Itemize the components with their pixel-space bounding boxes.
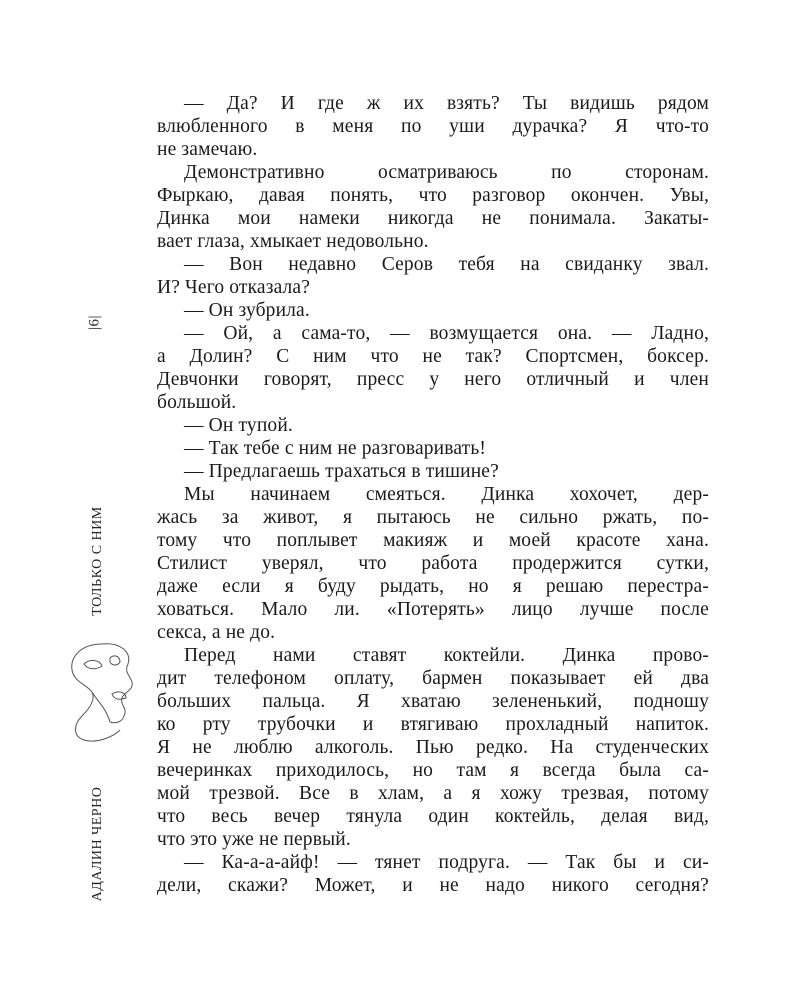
- text-line: что весь вечер тянула один коктейль, делая вид,: [157, 806, 709, 827]
- body-text: [157, 92, 709, 897]
- text-line: ховаться. Мало ли. «Потерять» лицо лучше после: [157, 599, 709, 620]
- text-line: Фыркаю, давая понять, что разговор окончен. Увы,: [157, 185, 709, 206]
- text-line: — Он тупой.: [184, 415, 293, 436]
- text-line: Я не люблю алкоголь. Пью редко. На студенческих: [157, 737, 709, 758]
- text-line: не замечаю.: [157, 139, 258, 160]
- text-line: — Да? И где ж их взять? Ты видишь рядом: [184, 93, 709, 114]
- text-line: Стилист уверял, что работа продержится сутки,: [157, 553, 709, 574]
- text-line: — Он зубрила.: [184, 300, 310, 321]
- text-line: Перед нами ставят коктейли. Динка прово-: [184, 645, 709, 666]
- text-line: ко рту трубочки и втягиваю прохладный напиток.: [157, 714, 709, 735]
- text-line: тому что поплывет макияж и моей красоте хана.: [157, 530, 709, 551]
- text-line: Динка мои намеки никогда не понимала. Закаты-: [157, 208, 709, 229]
- page-number: |6|: [86, 315, 103, 331]
- text-line: Демонстративно осматриваюсь по сторонам.: [184, 162, 709, 183]
- text-line: — Ка-а-а-айф! — тянет подруга. — Так бы и си-: [184, 852, 709, 873]
- text-line: — Ой, а сама-то, — возмущается она. — Ладно,: [184, 323, 709, 344]
- text-line: дит телефоном оплату, бармен показывает ей два: [157, 668, 709, 689]
- text-line: большой.: [157, 392, 237, 413]
- text-line: И? Чего отказала?: [157, 277, 311, 298]
- text-line: что это уже не первый.: [157, 829, 351, 850]
- text-line: мой трезвой. Все в хлам, а я хожу трезвая, потому: [157, 783, 709, 804]
- text-line: влюбленного в меня по уши дурачка? Я что-то: [157, 116, 709, 137]
- book-title: ТОЛЬКО С НИМ: [90, 506, 105, 616]
- text-line: вает глаза, хмыкает недовольно.: [157, 231, 429, 252]
- text-line: жась за живот, я пытаюсь не сильно ржать, по-: [157, 507, 709, 528]
- text-line: больших пальца. Я хватаю зелененький, подношу: [157, 691, 709, 712]
- text-line: Мы начинаем смеяться. Динка хохочет, дер-: [184, 484, 709, 505]
- text-line: дели, скажи? Может, и не надо никого сегодня?: [157, 875, 709, 896]
- text-line: — Вон недавно Серов тебя на свиданку звал.: [184, 254, 709, 275]
- text-line: — Так тебе с ним не разговаривать!: [184, 438, 487, 459]
- text-line: а Долин? С ним что не так? Спортсмен, боксер.: [157, 346, 709, 367]
- face-line-art-icon: [62, 636, 142, 746]
- author-name: АДАЛИН ЧЕРНО: [90, 786, 105, 902]
- text-line: вечеринках приходилось, но там я всегда была са-: [157, 760, 709, 781]
- text-line: секса, а не до.: [157, 622, 276, 643]
- text-line: даже если я буду рыдать, но я решаю перестра-: [157, 576, 709, 597]
- text-line: — Предлагаешь трахаться в тишине?: [184, 461, 499, 482]
- text-line: Девчонки говорят, пресс у него отличный и член: [157, 369, 709, 390]
